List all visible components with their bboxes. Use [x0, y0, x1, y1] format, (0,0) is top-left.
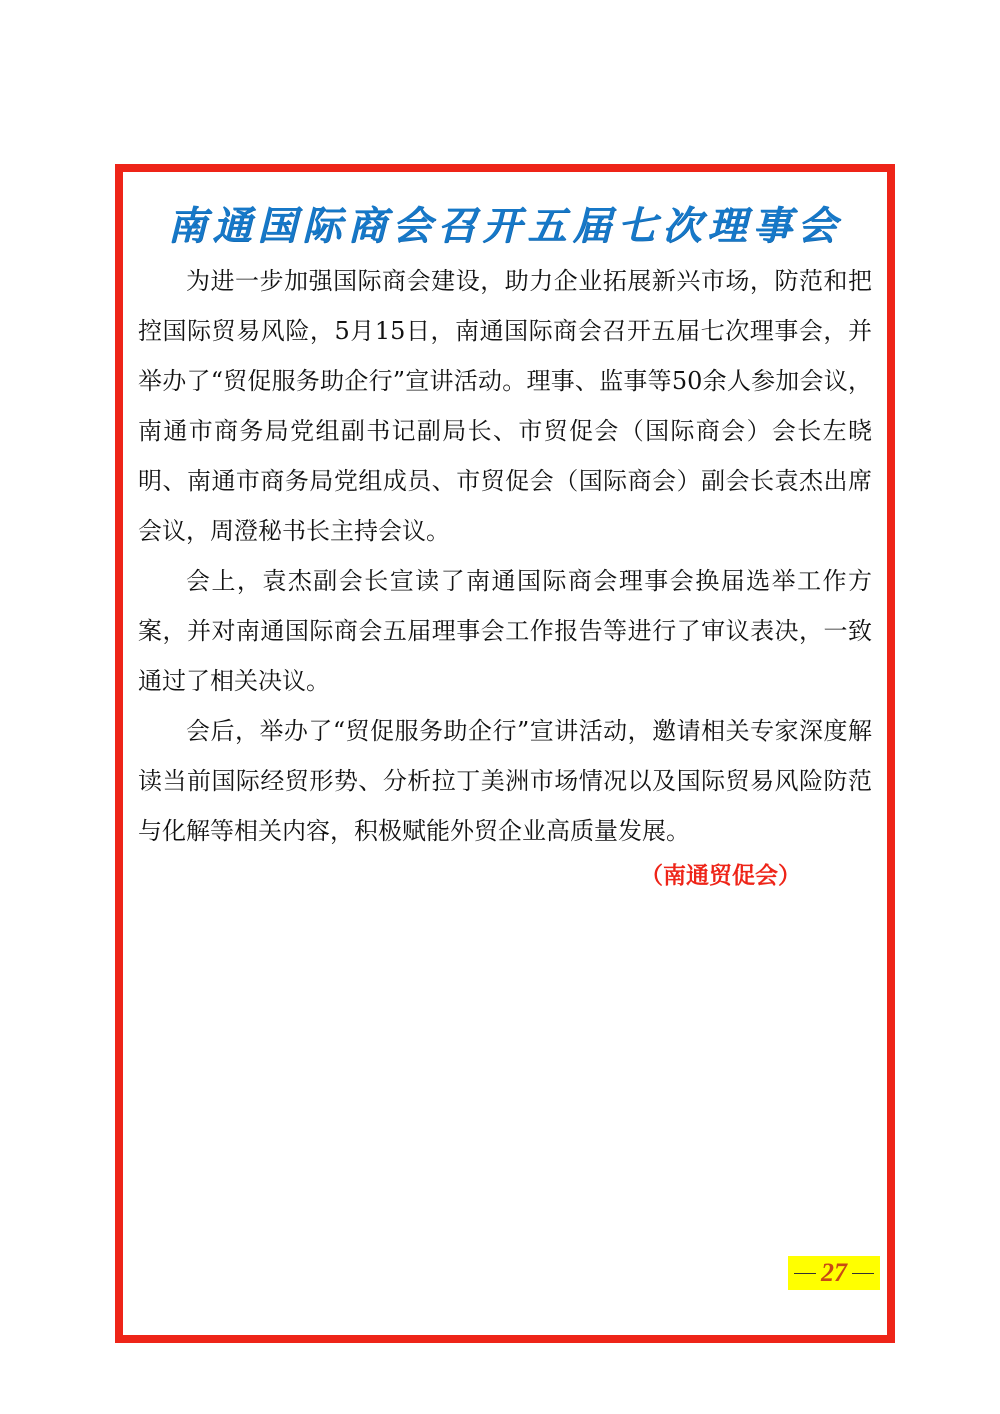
article-source: （南通贸促会） [640, 862, 801, 889]
article-paragraph: 为进一步加强国际商会建设，助力企业拓展新兴市场，防范和把控国际贸易风险，5月15日，南通国际商会召开五届七次理事会，并举办了“贸促服务助企行”宣讲活动。理事、监事等50余人参加会议，南通市商务局党组副书记副局长、市贸促会（国际商会）会长左晓明、南通市商务局党组成员、市贸促会（国际商会）副会长袁杰出席会议，周澄秘书长主持会议。 [138, 267, 872, 545]
page-number-dash-right [852, 1273, 874, 1274]
page-border-frame [115, 164, 895, 1343]
page-number-badge [788, 1256, 880, 1290]
article-paragraph: 会上，袁杰副会长宣读了南通国际商会理事会换届选举工作方案，并对南通国际商会五届理事会工作报告等进行了审议表决，一致通过了相关决议。 [138, 567, 872, 695]
article-paragraph: 会后，举办了“贸促服务助企行”宣讲活动，邀请相关专家深度解读当前国际经贸形势、分析拉丁美洲市场情况以及国际贸易风险防范与化解等相关内容，积极赋能外贸企业高质量发展。 [138, 717, 872, 845]
article-body [138, 256, 872, 856]
article-title: 南通国际商会召开五届七次理事会 [167, 203, 843, 249]
page-number-dash-left [794, 1273, 816, 1274]
page-number: 27 [821, 1258, 847, 1287]
